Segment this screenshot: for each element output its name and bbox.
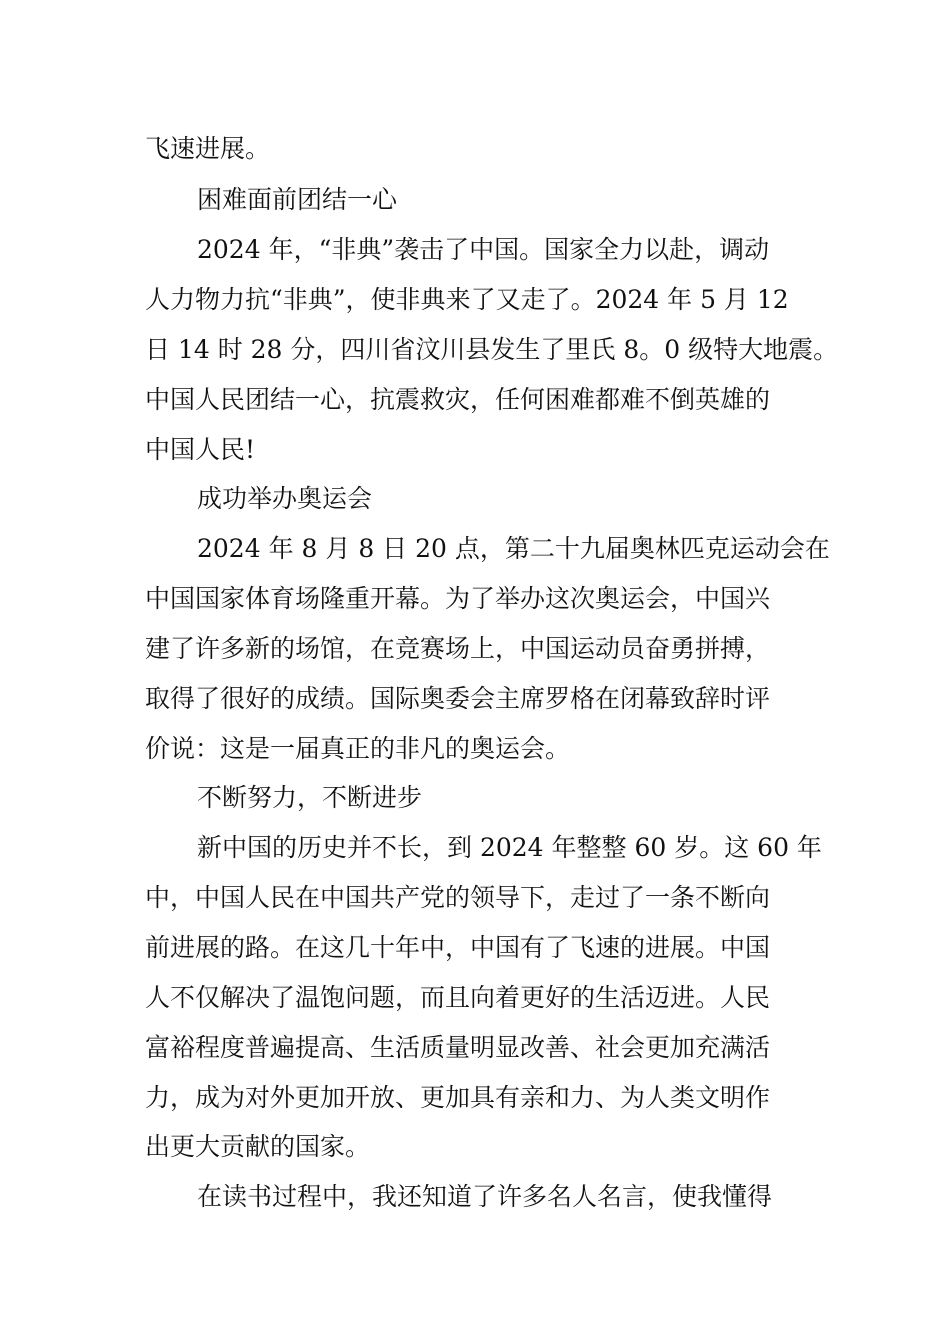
text-line: 人力物力抗“非典”，使非典来了又走了。2024 年 5 月 12	[145, 285, 789, 314]
text-line: 飞速进展。	[145, 134, 271, 163]
text-line: 在读书过程中，我还知道了许多名人名言，使我懂得	[197, 1182, 773, 1211]
text-line: 2024 年，“非典”袭击了中国。国家全力以赴，调动	[197, 235, 770, 264]
section-heading: 成功举办奥运会	[197, 484, 373, 513]
text-line: 取得了很好的成绩。国际奥委会主席罗格在闭幕致辞时评	[145, 684, 771, 713]
text-line: 富裕程度普遍提高、生活质量明显改善、社会更加充满活	[145, 1033, 771, 1062]
section-heading: 困难面前团结一心	[197, 185, 398, 214]
text-line: 中国人民团结一心，抗震救灾，任何困难都难不倒英雄的	[145, 385, 771, 414]
text-line: 价说：这是一届真正的非凡的奥运会。	[145, 734, 571, 763]
text-line: 新中国的历史并不长，到 2024 年整整 60 岁。这 60 年	[197, 833, 822, 862]
text-line: 力，成为对外更加开放、更加具有亲和力、为人类文明作	[145, 1083, 771, 1112]
text-line: 中国人民!	[145, 435, 256, 464]
text-line: 人不仅解决了温饱问题，而且向着更好的生活迈进。人民	[145, 983, 771, 1012]
text-line: 日 14 时 28 分，四川省汶川县发生了里氏 8。0 级特大地震。	[145, 335, 839, 364]
text-line: 建了许多新的场馆，在竞赛场上，中国运动员奋勇拼搏，	[145, 634, 771, 663]
text-line: 出更大贡献的国家。	[145, 1132, 371, 1161]
text-line: 2024 年 8 月 8 日 20 点，第二十九届奥林匹克运动会在	[197, 534, 830, 563]
text-line: 中，中国人民在中国共产党的领导下，走过了一条不断向	[145, 883, 771, 912]
text-line: 中国国家体育场隆重开幕。为了举办这次奥运会，中国兴	[145, 584, 771, 613]
text-line: 前进展的路。在这几十年中，中国有了飞速的进展。中国	[145, 933, 771, 962]
section-heading: 不断努力，不断进步	[197, 783, 423, 812]
